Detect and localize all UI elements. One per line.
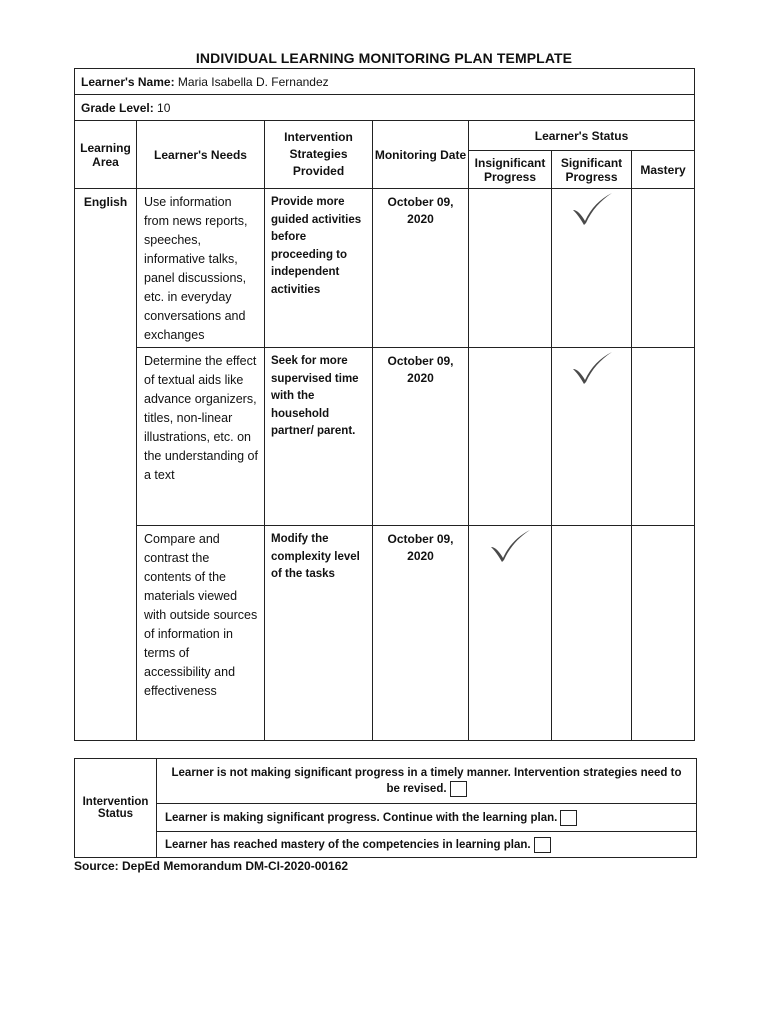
- table-row: [75, 526, 695, 741]
- checkbox[interactable]: [534, 837, 551, 853]
- monitoring-plan-table: [74, 68, 695, 741]
- intervention-status-label: Intervention Status: [75, 759, 157, 858]
- status-option-text: Learner is not making significant progress in a timely manner. Intervention strategies need to be revised.: [171, 766, 682, 796]
- source-note: Source: DepEd Memorandum DM-CI-2020-00162: [74, 859, 349, 873]
- status-option-revise: [157, 759, 697, 804]
- table-row: [75, 348, 695, 526]
- header-learners-status: Learner's Status: [469, 121, 695, 151]
- status-insignificant-cell[interactable]: [469, 189, 552, 348]
- intervention-status-table: [74, 758, 697, 858]
- status-option-text: Learner has reached mastery of the competencies in learning plan.: [165, 838, 531, 851]
- strategy-cell: Provide more guided activities before proceeding to independent activities: [265, 189, 373, 348]
- status-option-text: Learner is making significant progress. Continue with the learning plan.: [165, 811, 558, 824]
- date-cell: October 09, 2020: [373, 348, 469, 526]
- header-monitoring-date: Monitoring Date: [373, 121, 469, 189]
- checkbox[interactable]: [560, 810, 577, 826]
- strategy-cell: Seek for more supervised time with the household partner/ parent.: [265, 348, 373, 526]
- learner-name-value: Maria Isabella D. Fernandez: [177, 74, 329, 89]
- learner-name-row: [75, 69, 695, 95]
- header-strategies: Intervention Strategies Provided: [265, 121, 373, 189]
- grade-level-row: [75, 95, 695, 121]
- strategy-cell: Modify the complexity level of the tasks: [265, 526, 373, 741]
- header-mastery: Mastery: [632, 151, 695, 189]
- learning-area-cell: English: [75, 189, 137, 741]
- status-insignificant-cell[interactable]: [469, 348, 552, 526]
- grade-level-value: 10: [157, 100, 171, 115]
- need-cell: Compare and contrast the contents of the materials viewed with outside sources of information in terms of accessibility and effectiveness: [137, 526, 265, 741]
- status-mastery-cell[interactable]: [632, 189, 695, 348]
- check-mark-icon: [488, 528, 532, 564]
- table-row: [75, 189, 695, 348]
- status-significant-cell[interactable]: [552, 526, 632, 741]
- header-learning-area: Learning Area: [75, 121, 137, 189]
- check-mark-icon: [570, 350, 614, 386]
- need-cell: Use information from news reports, speeches, informative talks, panel discussions, etc. in everyday conversations and exchanges: [137, 189, 265, 348]
- status-mastery-cell[interactable]: [632, 348, 695, 526]
- document-title: INDIVIDUAL LEARNING MONITORING PLAN TEMPLATE: [195, 50, 573, 66]
- status-significant-cell[interactable]: [552, 348, 632, 526]
- status-option-continue: [157, 804, 697, 832]
- header-needs: Learner's Needs: [137, 121, 265, 189]
- status-mastery-cell[interactable]: [632, 526, 695, 741]
- checkbox[interactable]: [450, 781, 467, 797]
- learner-name-label: Learner's Name:: [81, 74, 175, 89]
- status-option-mastery: [157, 832, 697, 858]
- date-cell: October 09, 2020: [373, 526, 469, 741]
- grade-level-label: Grade Level:: [81, 100, 154, 115]
- date-cell: October 09, 2020: [373, 189, 469, 348]
- status-significant-cell[interactable]: [552, 189, 632, 348]
- status-insignificant-cell[interactable]: [469, 526, 552, 741]
- need-cell: Determine the effect of textual aids like advance organizers, titles, non-linear illustrations, etc. on the understanding of a text: [137, 348, 265, 526]
- check-mark-icon: [570, 191, 614, 227]
- header-significant: Significant Progress: [552, 151, 632, 189]
- header-insignificant: Insignificant Progress: [469, 151, 552, 189]
